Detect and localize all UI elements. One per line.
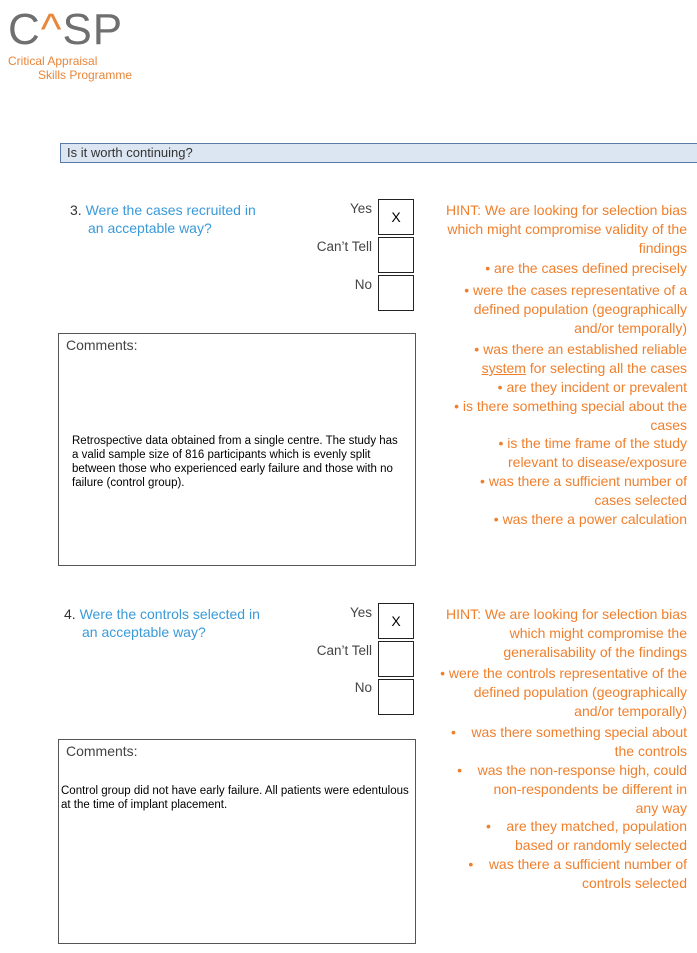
q4-bullet-1: • were the controls representative of the defined population (geographically and/or temporally) (440, 665, 687, 719)
q3-hint: HINT: We are looking for selection bias which might compromise validity of the findings (446, 202, 687, 256)
q4-bullet-5: • was there a sufficient number of controls selected (468, 856, 687, 891)
q4-option-canttell-label: Can’t Tell (316, 643, 372, 658)
q3-yes-checkbox[interactable]: X (378, 199, 414, 235)
question-3 (70, 201, 256, 237)
q3-bullet-6: • is the time frame of the study relevant to disease/exposure (498, 435, 687, 470)
question-3-line2: an acceptable way? (88, 220, 212, 236)
q3-option-canttell-label: Can’t Tell (316, 239, 372, 254)
q3-option-yes-label: Yes (349, 201, 372, 216)
q3-option-no-label: No (354, 277, 372, 292)
q4-comments-label: Comments: (66, 743, 138, 759)
q3-bullet-2: • were the cases representative of a defined population (geographically and/or temporally) (464, 282, 687, 336)
q3-bullet-8: • was there a power calculation (493, 511, 687, 527)
q3-bullet-5: • is there something special about the cases (454, 398, 687, 433)
logo-subtitle-line2: Skills Programme (38, 68, 133, 82)
q3-bullet-3: • was there an established reliable system for selecting all the cases (474, 341, 687, 376)
q3-no-checkbox[interactable] (378, 275, 414, 311)
q4-option-yes-label: Yes (349, 605, 372, 620)
question-4-line1: Were the controls selected in (79, 606, 260, 622)
question-4-number: 4. (64, 606, 76, 622)
q3-bullet-7: • was there a sufficient number of cases selected (480, 473, 687, 508)
logo-subtitle-line1: Critical Appraisal (8, 54, 98, 68)
question-3-number: 3. (70, 202, 82, 218)
q3-comments-text: Retrospective data obtained from a single centre. The study has a valid sample size of 816 participants which is evenly split between those who experienced early failure and those with no failure (control group). (72, 435, 398, 489)
q4-comments-text: Control group did not have early failure. All patients were edentulous at the time of implant placement. (61, 785, 409, 811)
q3-canttell-checkbox[interactable] (378, 237, 414, 273)
q4-comments-box[interactable] (58, 739, 416, 944)
q4-no-checkbox[interactable] (378, 679, 414, 715)
q3-bullet-1: • are the cases defined precisely (485, 260, 687, 276)
q4-canttell-checkbox[interactable] (378, 641, 414, 677)
q4-bullet-4: • are they matched, population based or randomly selected (485, 818, 687, 853)
q4-yes-checkbox[interactable]: X (378, 603, 414, 639)
q4-bullet-3: • was the non-response high, could non-respondents be different in any way (457, 762, 687, 816)
casp-logo (8, 5, 138, 88)
question-4-line2: an acceptable way? (82, 624, 206, 640)
q3-comments-box[interactable] (58, 333, 416, 566)
question-3-line1: Were the cases recruited in (85, 202, 256, 218)
q3-bullet-4: • are they incident or prevalent (497, 379, 687, 395)
logo-wordmark: C^SP (8, 5, 124, 54)
q4-bullet-2: • was there something special about the controls (450, 724, 687, 759)
q4-hint: HINT: We are looking for selection bias which might compromise the generalisability of the findings (446, 606, 687, 660)
section-banner: Is it worth continuing? (60, 143, 697, 163)
question-4 (64, 605, 260, 641)
q4-option-no-label: No (354, 680, 372, 695)
q3-comments-label: Comments: (66, 337, 138, 353)
